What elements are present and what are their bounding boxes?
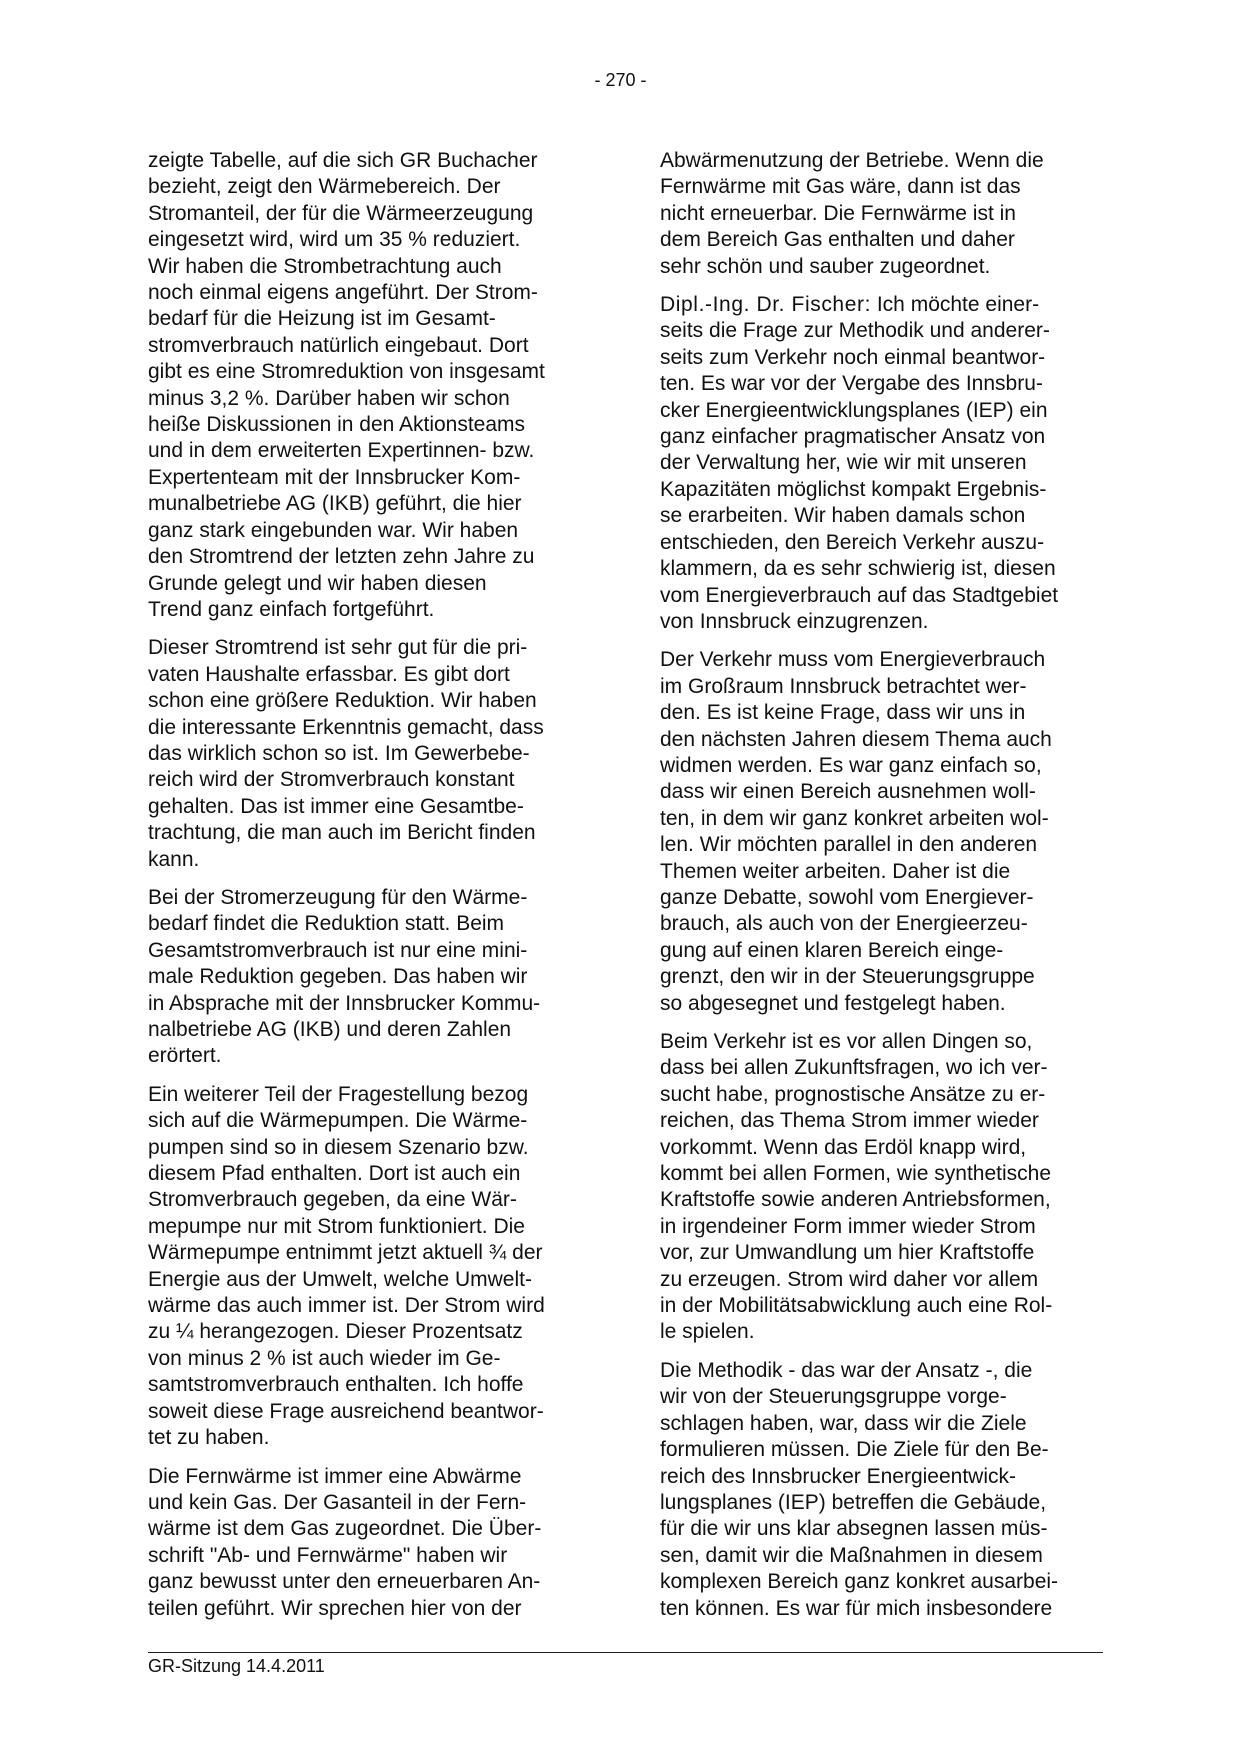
speaker-paragraph: [660, 292, 1115, 635]
speaker-name: Dipl.-Ing. Dr. Fischer:: [660, 293, 872, 317]
paragraph: Die Methodik - das war der Ansatz -, die wir von der Steuerungsgruppe vorge- schlagen haben, war, dass wir die Ziele formulieren müssen. Die Ziele für den Be- reich des Innsbrucker Energieentwick- lungsplanes (IEP) betreffen die Gebäude, für die wir uns klar absegnen lassen müs- sen, damit wir die Maßnahmen in diesem komplexen Bereich ganz konkret ausarbei- ten können. Es war für mich insbesondere: [660, 1358, 1059, 1620]
paragraph: Beim Verkehr ist es vor allen Dingen so, dass bei allen Zukunftsfragen, wo ich ver- sucht habe, prognostische Ansätze zu er- reichen, das Thema Strom immer wieder vorkommt. Wenn das Erdöl knapp wird, kommt bei allen Formen, wie synthetische Kraftstoffe sowie anderen Antriebsformen, in irgendeiner Form immer wieder Strom vor, zur Umwandlung um hier Kraftstoffe zu erzeugen. Strom wird daher vor allem in der Mobilitätsabwicklung auch eine Rol- le spielen.: [660, 1030, 1053, 1344]
right-column: [660, 148, 1115, 1634]
paragraph: zeigte Tabelle, auf die sich GR Buchacher bezieht, zeigt den Wärmebereich. Der Stromanteil, der für die Wärmeerzeugung eingesetzt wird, wird um 35 % reduziert. Wir haben die Strombetrachtung auch noch einmal eigens angeführt. Der Strom- bedarf für die Heizung ist im Gesamt- stromverbrauch natürlich eingebaut. Dort gibt es eine Stromreduktion von insgesamt minus 3,2 %. Darüber haben wir schon heiße Diskussionen in den Aktionsteams und in dem erweiterten Expertinnen- bzw. Expertenteam mit der Innsbrucker Kom- munalbetriebe AG (IKB) geführt, die hier ganz stark eingebunden war. Wir haben den Stromtrend der letzten zehn Jahre zu Grunde gelegt und wir haben diesen Trend ganz einfach fortgeführt.: [148, 149, 545, 621]
paragraph: Bei der Stromerzeugung für den Wärme- bedarf findet die Reduktion statt. Beim Gesamtstromverbrauch ist nur eine mini- male Reduktion gegeben. Das haben wir in Absprache mit der Innsbrucker Kommu- nalbetriebe AG (IKB) und deren Zahlen erörtert.: [148, 885, 541, 1068]
speaker-text: Ich möchte einer- seits die Frage zur Methodik und anderer- seits zum Verkehr noch einmal beantwor- ten. Es war vor der Vergabe des Innsbru- cker Energieentwicklungsplanes (IEP) ein ganz einfacher pragmatischer Ansatz von der Verwaltung her, wie wir mit unseren Kapazitäten möglichst kompakt Ergebnis- se erarbeiten. Wir haben damals schon entschieden, den Bereich Verkehr auszu- klammern, da es sehr schwierig ist, diesen vom Energieverbrauch auf das Stadtgebiet von Innsbruck einzugrenzen.: [660, 293, 1059, 633]
paragraph: Abwärmenutzung der Betriebe. Wenn die Fernwärme mit Gas wäre, dann ist das nicht erneuerbar. Die Fernwärme ist in dem Bereich Gas enthalten und daher sehr schön und sauber zugeordnet.: [660, 149, 1044, 278]
paragraph: Dieser Stromtrend ist sehr gut für die pri- vaten Haushalte erfassbar. Es gibt dort schon eine größere Reduktion. Wir haben die interessante Erkenntnis gemacht, dass das wirklich schon so ist. Im Gewerbebe- reich wird der Stromverbrauch konstant gehalten. Das ist immer eine Gesamtbe- trachtung, die man auch im Bericht finden kann.: [148, 636, 544, 871]
paragraph: Die Fernwärme ist immer eine Abwärme und kein Gas. Der Gasanteil in der Fern- wärme ist dem Gas zugeordnet. Die Über- schrift "Ab- und Fernwärme" haben wir ganz bewusst unter den erneuerbaren An- teilen geführt. Wir sprechen hier von der: [148, 1464, 542, 1620]
paragraph: Ein weiterer Teil der Fragestellung bezog sich auf die Wärmepumpen. Die Wärme- pumpen sind so in diesem Szenario bzw. diesem Pfad enthalten. Dort ist auch ein Stromverbrauch gegeben, da eine Wär- mepumpe nur mit Strom funktioniert. Die Wärmepumpe entnimmt jetzt aktuell ¾ der Energie aus der Umwelt, welche Umwelt- wärme das auch immer ist. Der Strom wird zu ¼ herangezogen. Dieser Prozentsatz von minus 2 % ist auch wieder im Ge- samtstromverbrauch enthalten. Ich hoffe soweit diese Frage ausreichend beantwor- tet zu haben.: [148, 1082, 545, 1450]
left-column: [148, 148, 603, 1634]
paragraph: Der Verkehr muss vom Energieverbrauch im Großraum Innsbruck betrachtet wer- den. Es ist keine Frage, dass wir uns in den nächsten Jahren diesem Thema auch widmen werden. Es war ganz einfach so, dass wir einen Bereich ausnehmen woll- ten, in dem wir ganz konkret arbeiten wol- len. Wir möchten parallel in den anderen Themen weiter arbeiten. Daher ist die ganze Debatte, sowohl vom Energiever- brauch, als auch von der Energieerzeu- gung auf einen klaren Bereich einge- grenzt, den wir in der Steuerungsgruppe so abgesegnet und festgelegt haben.: [660, 648, 1052, 1015]
page-number: - 270 -: [594, 70, 647, 90]
footer-divider: [148, 1652, 1103, 1653]
footer-text: GR-Sitzung 14.4.2011: [148, 1656, 325, 1676]
